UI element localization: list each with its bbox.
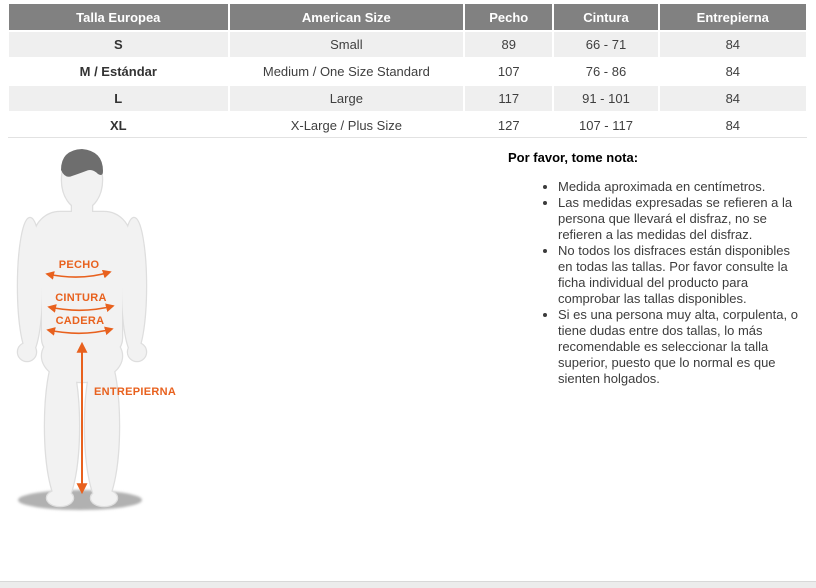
cell-waist: 107 - 117 <box>554 113 657 138</box>
column-header-talla-europea: Talla Europea <box>9 4 228 30</box>
inseam-label: ENTREPIERNA <box>94 386 177 398</box>
size-chart-table <box>7 2 808 140</box>
cell-us-size: X-Large / Plus Size <box>230 113 464 138</box>
notes-list <box>508 179 800 387</box>
hip-label: CADERA <box>55 315 105 327</box>
column-header-pecho: Pecho <box>465 4 552 30</box>
notes-section <box>508 146 800 387</box>
cell-eu-size: M / Estándar <box>9 59 228 84</box>
cell-eu-size: L <box>9 86 228 111</box>
table-row <box>9 86 806 111</box>
table-header-row <box>9 4 806 30</box>
table-row <box>9 32 806 57</box>
cell-waist: 66 - 71 <box>554 32 657 57</box>
male-silhouette <box>10 146 200 521</box>
cell-inseam: 84 <box>660 59 806 84</box>
body-measurement-diagram <box>10 146 200 521</box>
notes-title: Por favor, tome nota: <box>508 150 639 165</box>
table-row <box>9 113 806 138</box>
note-item: • Si es una persona muy alta, corpulenta, o tiene dudas entre dos tallas, lo más recomendable es seleccionar la talla superior, puesto que lo normal es que sienten holgados. <box>558 307 800 387</box>
horizontal-scrollbar[interactable] <box>0 581 816 588</box>
table-divider <box>8 137 807 138</box>
cell-waist: 76 - 86 <box>554 59 657 84</box>
table-row <box>9 59 806 84</box>
cell-inseam: 84 <box>660 113 806 138</box>
note-item: • No todos los disfraces están disponibles en todas las tallas. Por favor consulte la ficha individual del producto para comprobar las tallas disponibles. <box>558 243 800 307</box>
cell-chest: 89 <box>465 32 552 57</box>
cell-chest: 127 <box>465 113 552 138</box>
column-header-cintura: Cintura <box>554 4 657 30</box>
cell-chest: 107 <box>465 59 552 84</box>
note-item: • Las medidas expresadas se refieren a la persona que llevará el disfraz, no se refieren a las medidas del disfraz. <box>558 195 800 243</box>
waist-label: CINTURA <box>55 292 107 304</box>
column-header-american-size: American Size <box>230 4 464 30</box>
cell-eu-size: XL <box>9 113 228 138</box>
cell-eu-size: S <box>9 32 228 57</box>
cell-us-size: Small <box>230 32 464 57</box>
column-header-entrepierna: Entrepierna <box>660 4 806 30</box>
cell-us-size: Medium / One Size Standard <box>230 59 464 84</box>
cell-inseam: 84 <box>660 86 806 111</box>
cell-waist: 91 - 101 <box>554 86 657 111</box>
note-item: • Medida aproximada en centímetros. <box>558 179 800 195</box>
floor-shadow <box>18 490 142 510</box>
cell-chest: 117 <box>465 86 552 111</box>
chest-label: PECHO <box>58 259 100 271</box>
cell-inseam: 84 <box>660 32 806 57</box>
cell-us-size: Large <box>230 86 464 111</box>
